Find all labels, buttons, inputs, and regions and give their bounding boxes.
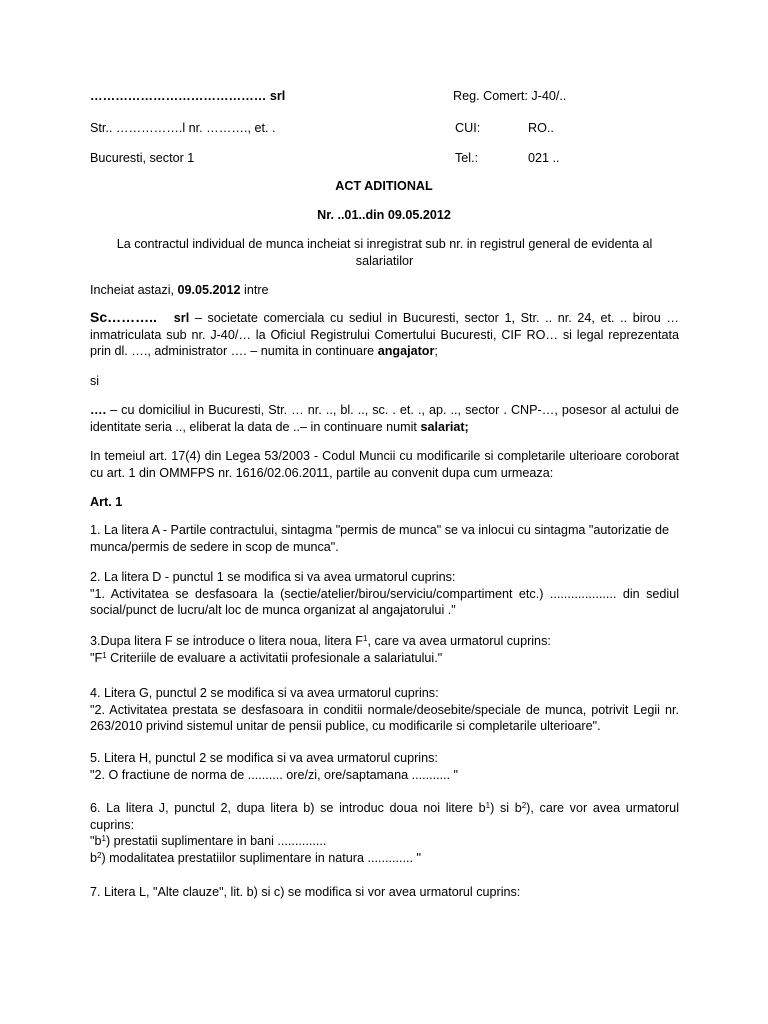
item-3: 3.Dupa litera F se introduce o litera noua, litera $F^1$, care va avea urmatorul cuprins: "$F^1$ Criteriile de evaluare a activitatii profesionale a salariatului." — [90, 634, 551, 665]
item-6: 6. La litera J, punctul 2, dupa litera b) se introduc doua noi litere $b^1$) si $b^2$), care vor avea urmatorul cuprins: "$b^1$) prestatii suplimentare in bani .............. $b^2$) modalitatea prestatiilor suplimentare in natura ............. " — [90, 801, 679, 865]
document-title: ACT ADITIONAL — [335, 179, 433, 193]
legal-basis-paragraph: In temeiul art. 17(4) din Legea 53/2003 - Codul Muncii cu modificarile si completarile ulterioare coroborat cu art. 1 din OMMFPS nr. 1616/02.06.2011, partile au convenit dupa cum urmeaza: — [90, 449, 679, 480]
intro-paragraph: La contractul individual de munca incheiat si inregistrat sub nr. in registrul general de evidenta al salariatilor — [116, 237, 653, 268]
company-street: Str.. …………….l nr. ………., et. . — [90, 121, 276, 135]
article-1-heading: Art. 1 — [90, 495, 123, 509]
item-2: 2. La litera D - punctul 1 se modifica si va avea urmatorul cuprins: "1. Activitatea se desfasoara la (sectie/atelier/birou/serviciu/compartiment etc.) ................... din sediul social/punct de lucru/alt loc de munca organizat al angajatorului ." — [90, 570, 679, 617]
item-5: 5. Litera H, punctul 2 se modifica si va avea urmatorul cuprins: "2. O fractiune de norma de .......... ore/zi, ore/saptamana ........... " — [90, 751, 459, 782]
company-city: Bucuresti, sector 1 — [90, 151, 195, 165]
cui-label: CUI: — [455, 121, 481, 135]
cui-value: RO.. — [528, 121, 554, 135]
tel-value: 021 .. — [528, 151, 560, 165]
document-number: Nr. ..01..din 09.05.2012 — [317, 208, 451, 222]
item-4: 4. Litera G, punctul 2 se modifica si va avea urmatorul cuprins: "2. Activitatea prestata se desfasoara in conditii normale/deosebite/speciale de munca, potrivit Legii nr. 263/2010 privind sistemul unitar de pensii publice, cu modificarile si completarile ulterioare". — [90, 686, 679, 733]
conjunction-si: si — [90, 374, 100, 388]
company-name: …………………………………… srl — [90, 89, 286, 103]
item-1: 1. La litera A - Partile contractului, sintagma "permis de munca" se va inlocui cu sintagma "autorizatie de munca/permis de sedere in scop de munca". — [90, 523, 670, 554]
item-7: 7. Litera L, "Alte clauze", lit. b) si c) se modifica si vor avea urmatorul cuprins: — [90, 885, 521, 899]
employee-paragraph: …. – cu domiciliul in Bucuresti, Str. … nr. .., bl. .., sc. . et. ., ap. .., sector . CNP-…, posesor al actului de identitate seria .., eliberat la data de ..– in continuare numit salariat; — [90, 403, 680, 434]
concluded-line: Incheiat astazi, 09.05.2012 intre — [90, 283, 269, 297]
employer-paragraph: Sc……….. srl – societate comerciala cu sediul in Bucuresti, sector 1, Str. .. nr. 24, et. .. birou … inmatriculata sub nr. J-40/… la Oficiul Registrului Comertului Bucuresti, CIF RO… si legal reprezentata prin dl. …., administrator …. – numita in continuare angajator; — [90, 309, 680, 358]
tel-label: Tel.: — [455, 151, 479, 165]
reg-comert: Reg. Comert: J-40/.. — [453, 89, 567, 103]
